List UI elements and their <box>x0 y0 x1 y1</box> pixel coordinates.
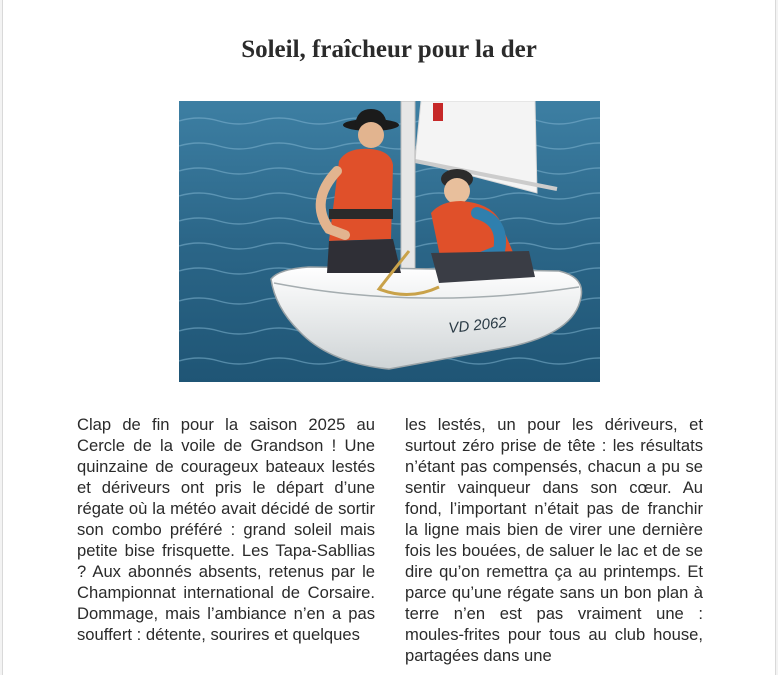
sail-logo <box>433 103 443 121</box>
article-photo <box>179 101 600 382</box>
article-page <box>2 0 776 675</box>
sail-number: VD 2062 <box>447 313 508 337</box>
article-column-right: les lestés, un pour les dériveurs, et surtout zéro prise de tête : les résultats n’étant pas compensés, chacun a pu se sentir vainqueur dans son cœur. Au fond, l’important n’était pas de franchir la ligne mais bien de virer une dernière fois les bouées, de saluer le lac et de se dire qu’on remettra ça au printemps. Et parce qu’une régate sans un bon plan à terre n’en est pas vraiment une : moules-frites pour tous au club house, partagées dans une <box>405 415 703 665</box>
article-title: Soleil, fraîcheur pour la der <box>241 36 537 63</box>
article-column-left: Clap de fin pour la saison 2025 au Cercle de la voile de Grandson ! Une quinzaine de courageux bateaux lestés et dériveurs ont pris le départ d’une régate où la météo avait décidé de sortir son combo préféré : grand soleil mais petite bise frisquette. Les Tapa-Sabllias ? Aux abonnés absents, retenus par le Championnat international de Corsaire. Dommage, mais l’ambiance n’en a pas souffert : détente, sourires et quelques <box>77 415 375 644</box>
